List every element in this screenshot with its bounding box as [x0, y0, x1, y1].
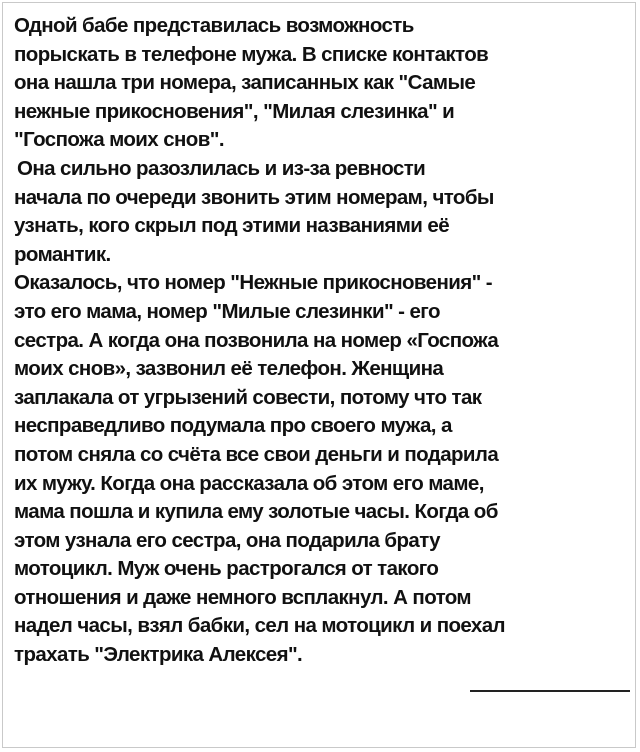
underline-stroke	[470, 690, 630, 692]
text-line: их мужу. Когда она рассказала об этом его маме,	[14, 471, 484, 495]
text-line: узнать, кого скрыл под этими названиями её	[14, 214, 450, 238]
text-line: мама пошла и купила ему золотые часы. Когда об	[14, 500, 498, 524]
text-line: порыскать в телефоне мужа. В списке контактов	[14, 42, 489, 66]
text-line: этом узнала его сестра, она подарила брату	[14, 528, 440, 552]
text-line: мотоцикл. Муж очень растрогался от такого	[14, 557, 439, 581]
text-line: моих снов», зазвонил её телефон. Женщина	[14, 357, 444, 381]
text-line: надел часы, взял бабки, сел на мотоцикл и поехал	[14, 614, 505, 638]
text-line: нежные прикосновения", "Милая слезинка" и	[14, 99, 455, 123]
post-text	[14, 12, 626, 670]
text-line: потом сняла со счёта все свои деньги и подарила	[14, 442, 499, 466]
text-line: трахать "Электрика Алексея".	[14, 643, 303, 667]
text-line: сестра. А когда она позвонила на номер «Госпожа	[14, 328, 499, 352]
text-line: начала по очереди звонить этим номерам, чтобы	[14, 185, 494, 209]
text-line: "Госпожа моих снов".	[14, 128, 224, 152]
text-line: это его мама, номер "Милые слезинки" - его	[14, 299, 440, 323]
text-line: заплакала от угрызений совести, потому что так	[14, 385, 482, 409]
text-line: отношения и даже немного всплакнул. А потом	[14, 585, 471, 609]
text-line: Оказалось, что номер "Нежные прикосновения" -	[14, 271, 493, 295]
text-line: романтик.	[14, 242, 111, 266]
text-line: она нашла три номера, записанных как "Самые	[14, 71, 476, 95]
text-line: Она сильно разозлилась и из-за ревности	[17, 156, 426, 180]
text-line: несправедливо подумала про своего мужа, а	[14, 414, 452, 438]
text-line: Одной бабе представилась возможность	[14, 14, 414, 37]
